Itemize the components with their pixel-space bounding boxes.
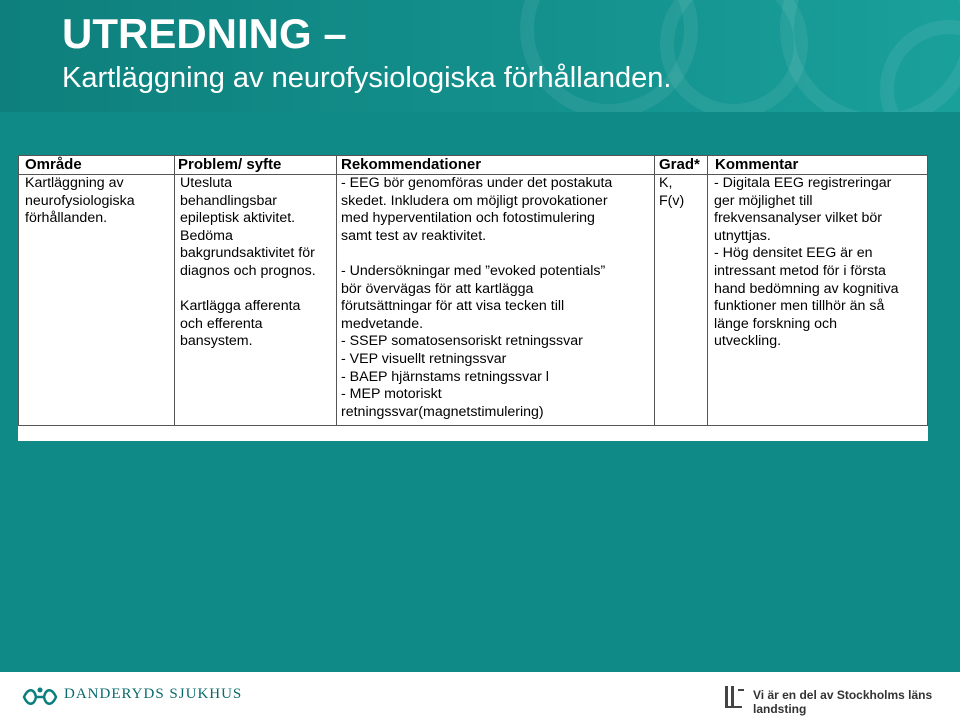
column-header-grade: Grad*	[659, 156, 700, 173]
cell-area: Kartläggning av neurofysiologiska förhållanden.	[25, 175, 135, 227]
recommendation-table	[18, 155, 928, 441]
cell-grade: K, F(v)	[659, 175, 685, 209]
column-header-problem: Problem/ syfte	[178, 156, 282, 173]
page-title: UTREDNING –	[62, 10, 347, 57]
footer-tagline: Vi är en del av Stockholms läns landsting	[753, 688, 933, 716]
column-header-comment: Kommentar	[715, 156, 799, 173]
table-border-bottom	[18, 425, 928, 426]
table-column-divider	[336, 155, 337, 425]
hospital-name: DANDERYDS SJUKHUS	[64, 686, 243, 702]
table-column-divider	[654, 155, 655, 425]
table-column-divider	[707, 155, 708, 425]
column-header-area: Område	[25, 156, 82, 173]
danderyd-logo-icon	[22, 684, 58, 715]
table-border-right	[927, 155, 928, 425]
cell-recommendations: - EEG bör genomföras under det postakuta skedet. Inkludera om möjligt provokationer med hyperventilation och fotostimulering samt test av reaktivitet. - Undersökningar med ”evoked potentials” bör övervägas för att kartlägga förutsättningar för att visa tecken till medvetande. - SSEP somatosensoriskt retningssvar - VEP visuellt retningssvar - BAEP hjärnstams retningssvar l - MEP motoriskt retningssvar(magnetstimulering)	[341, 175, 613, 420]
page-subtitle: Kartläggning av neurofysiologiska förhållanden.	[62, 62, 672, 94]
table-border-left	[18, 155, 19, 425]
cell-problem: Utesluta behandlingsbar epileptisk aktivitet. Bedöma bakgrundsaktivitet för diagnos och prognos. Kartlägga afferenta och efferenta bansystem.	[180, 175, 316, 350]
sll-logo-icon	[722, 684, 750, 715]
cell-comment: - Digitala EEG registreringar ger möjlighet till frekvensanalyser vilket bör utnyttjas. - Hög densitet EEG är en intressant metod för i första hand bedömning av kognitiva funktioner men tillhör än så länge forskning och utveckling.	[714, 175, 899, 350]
table-column-divider	[174, 155, 175, 425]
column-header-recommendations: Rekommendationer	[341, 156, 482, 173]
